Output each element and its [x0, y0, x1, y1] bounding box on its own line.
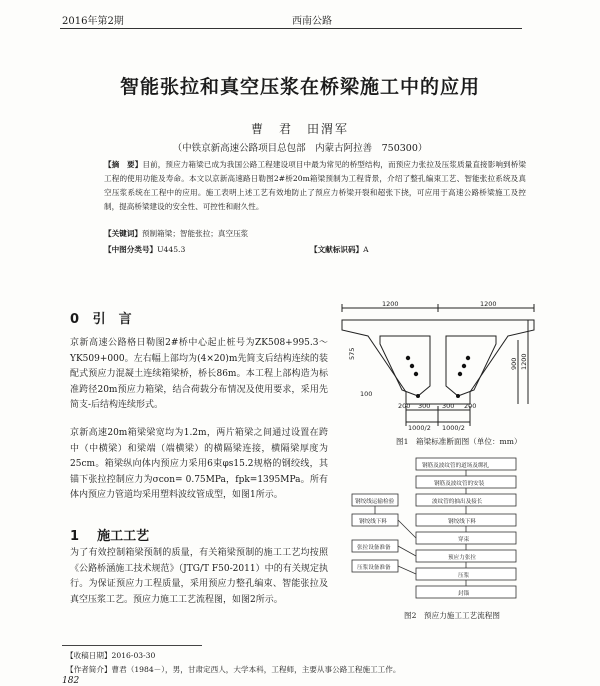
- dim-half-right: 1000/2: [442, 424, 465, 432]
- dim-575: 575: [348, 347, 356, 360]
- dim-b3: 300: [442, 402, 455, 410]
- dim-top-right: 1200: [480, 300, 497, 308]
- abstract-text: 目前，预应力箱梁已成为我国公路工程建设项目中最为常见的桥型结构，而预应力张拉及压浆质量直接影响到桥梁工程的使用功能及寿命。本文以京新高速路日勒图2#桥20m箱梁预制为工程背景，介绍了整孔编束工艺、智能张拉系统及真空压浆系统在工程中的应用。施工表明上述工艺有效地防止了预应力桥梁开裂和超张下挠，可应用于高速公路桥梁施工及控制，提高桥梁建设的安全性、可控性和耐久性。: [104, 160, 526, 211]
- clc-label: 【中图分类号】: [104, 245, 158, 254]
- section-1-title: 施工工艺: [97, 529, 150, 544]
- abstract: [104, 158, 526, 214]
- section-1-number: 1: [70, 529, 80, 544]
- paper-title: 智能张拉和真空压浆在桥梁施工中的应用: [119, 76, 480, 98]
- author-bio: 【作者简介】曹君（1984－），男，甘肃定西人，大学本科，工程师，主要从事公路工程施工工作。: [66, 665, 401, 674]
- flow-box-5-label: 穿束: [458, 537, 470, 543]
- section-1-heading: [70, 525, 149, 544]
- paragraph-1: 京新高速公路格日勒图2#桥中心起止桩号为ZK508+995.3～YK509+000。左右幅上部均为(4×20)m先简支后结构连续的装配式预应力混凝土连续箱梁桥，桥长86m。本工程上部构造为标准跨径20m预应力箱梁，结合荷载分布情况及使用要求，采用先简支-后结构连续形式。: [70, 338, 328, 410]
- figure-2-caption: 图2 预应力施工工艺流程图: [404, 611, 500, 620]
- issue-label: 2016年第2期: [62, 16, 124, 27]
- paragraph-2: 京新高速20m箱梁梁宽均为1.2m，两片箱梁之间通过设置在跨中（中横梁）和梁端（端横梁）的横隔梁连接，横隔梁厚度为25cm。箱梁纵向体内预应力采用6束φs15.2规格的钢绞线，其锚下张拉控制应力为σcon= 0.75MPa，fpk=1395MPa。所有体内预应力管道均采用塑料波纹管成型，如图1所示。: [70, 428, 328, 500]
- flow-box-7-label: 压浆: [458, 573, 470, 579]
- affiliation: （中铁京新高速公路项目总包部 内蒙古阿拉善 750300）: [172, 143, 428, 154]
- side-box-2-label: 钢绞线下料: [359, 519, 387, 525]
- flow-box-6-label: 预应力张拉: [448, 555, 476, 561]
- received-date: 【收稿日期】2016-03-30: [66, 651, 156, 660]
- dim-100: 100: [360, 390, 373, 398]
- doc-code: [310, 244, 369, 255]
- dim-b4: 200: [464, 402, 477, 410]
- abstract-label: 【摘 要】: [104, 160, 143, 169]
- doc-code-label: 【文献标识码】: [310, 245, 364, 254]
- flow-box-4-label: 钢绞线下料: [448, 519, 476, 525]
- flow-box-2-label: 钢筋及波纹管的安装: [434, 481, 485, 487]
- header-rule: [60, 28, 522, 29]
- authors: 曹 君 田渭军: [250, 122, 349, 136]
- keywords: [104, 228, 248, 239]
- paragraph-3: 为了有效控制箱梁预制的质量，有关箱梁预制的施工工艺均按照《公路桥涵施工技术规范》（JTG/T F50-2011）中的有关规定执行。为保证预应力工程质量，采用预应力整孔编束、智能张拉及真空压浆工艺。预应力施工工艺流程图，如图2所示。: [70, 548, 328, 605]
- clc-number: [104, 244, 185, 255]
- clc-value: U445.3: [157, 245, 186, 254]
- page-number: 182: [62, 676, 80, 686]
- footnote-rule: [62, 645, 202, 646]
- keywords-label: 【关键词】: [104, 229, 142, 238]
- figure-1-caption: 图1 箱梁标准断面图（单位：mm）: [396, 437, 522, 446]
- dim-b2: 300: [418, 402, 431, 410]
- section-0-title: 引 言: [92, 312, 132, 327]
- figure-1-cross-section: [338, 300, 538, 432]
- figure-2-flowchart: [350, 456, 520, 606]
- flow-box-3-label: 波纹管的抽出及接长: [432, 499, 483, 505]
- doc-code-value: A: [363, 245, 369, 254]
- dim-top-left: 1200: [382, 300, 399, 308]
- side-box-4-label: 压浆设备准备: [357, 565, 391, 571]
- side-box-1-label: 钢绞线运输检验: [355, 499, 395, 505]
- journal-name: 西南公路: [292, 16, 332, 27]
- keywords-text: 预制箱梁；智能张拉；真空压浆: [141, 229, 249, 238]
- dim-900: 900: [510, 357, 518, 370]
- section-0-number: 0: [70, 312, 80, 327]
- dim-b1: 200: [398, 402, 411, 410]
- side-box-3-label: 张拉设备准备: [357, 545, 391, 551]
- flow-box-8-label: 封锚: [458, 591, 470, 597]
- flow-box-1-label: 钢筋及波纹管的道场及绑扎: [422, 463, 490, 469]
- section-0-heading: [70, 308, 132, 327]
- dim-1200-v: 1200: [520, 353, 528, 370]
- dim-half-left: 1000/2: [408, 424, 431, 432]
